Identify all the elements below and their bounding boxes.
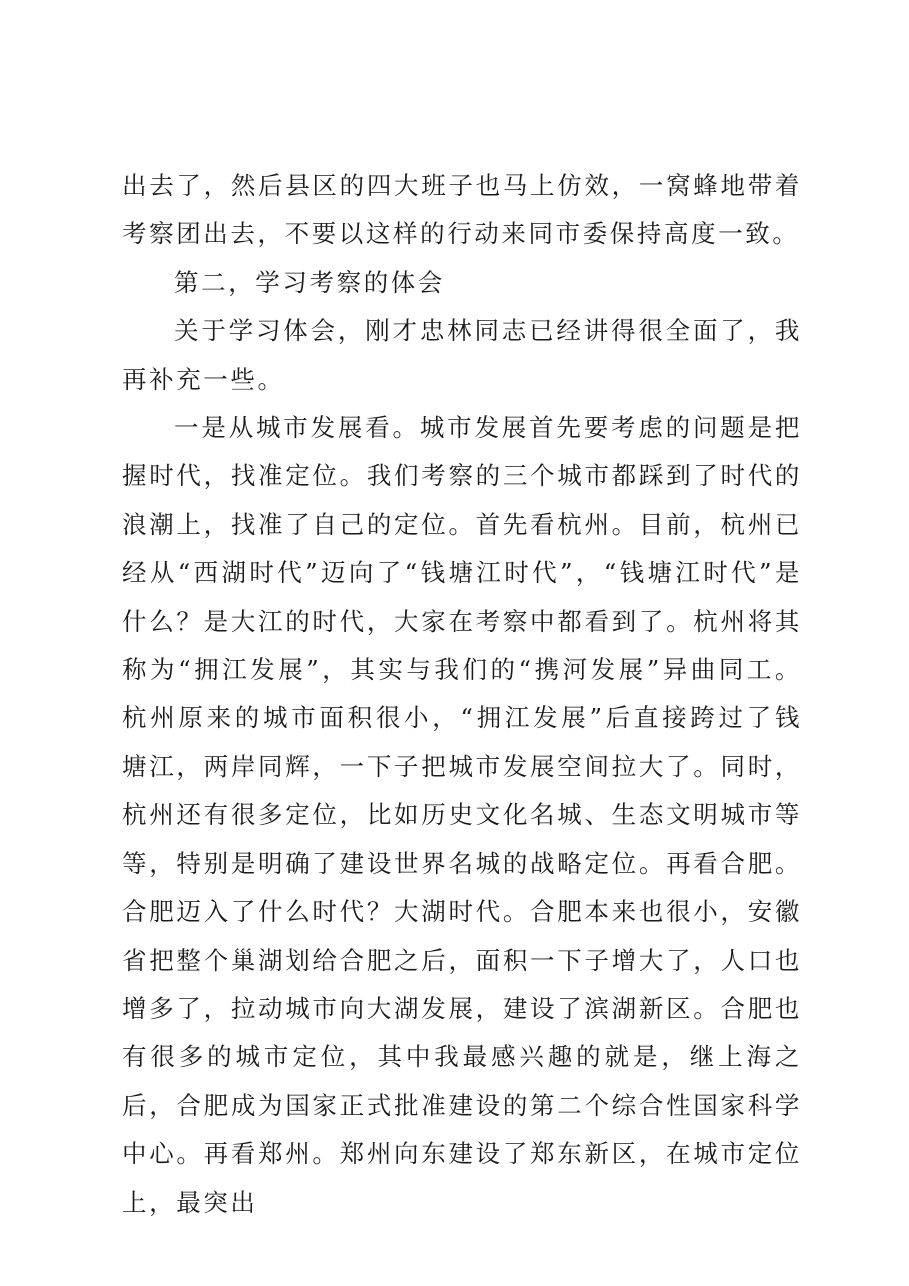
section-heading: 第二，学习考察的体会 bbox=[174, 267, 445, 297]
paragraph-continuation: 出去了，然后县区的四大班子也马上仿效，一窝蜂地带着考察团出去，不要以这样的行动来同市委保持高度一致。 bbox=[122, 171, 802, 249]
paragraph-intro: 关于学习体会，刚才忠林同志已经讲得很全面了，我再补充一些。 bbox=[122, 316, 802, 394]
paragraph-city-development: 一是从城市发展看。城市发展首先要考虑的问题是把握时代，找准定位。我们考察的三个城市都踩到了时代的浪潮上，找准了自己的定位。首先看杭州。目前，杭州已经从“西湖时代”迈向了“钱塘江时代”，“钱塘江时代”是什么？是大江的时代，大家在考察中都看到了。杭州将其称为“拥江发展”，其实与我们的“携河发展”异曲同工。杭州原来的城市面积很小，“拥江发展”后直接跨过了钱塘江，两岸同辉，一下子把城市发展空间拉大了。同时，杭州还有很多定位，比如历史文化名城、生态文明城市等等，特别是明确了建设世界名城的战略定位。再看合肥。合肥迈入了什么时代？大湖时代。合肥本来也很小，安徽省把整个巢湖划给合肥之后，面积一下子增大了，人口也增多了，拉动城市向大湖发展，建设了滨湖新区。合肥也有很多的城市定位，其中我最感兴趣的就是，继上海之后，合肥成为国家正式批准建设的第二个综合性国家科学中心。再看郑州。郑州向东建设了郑东新区，在城市定位上，最突出 bbox=[122, 413, 802, 1217]
document-body bbox=[122, 162, 802, 1227]
